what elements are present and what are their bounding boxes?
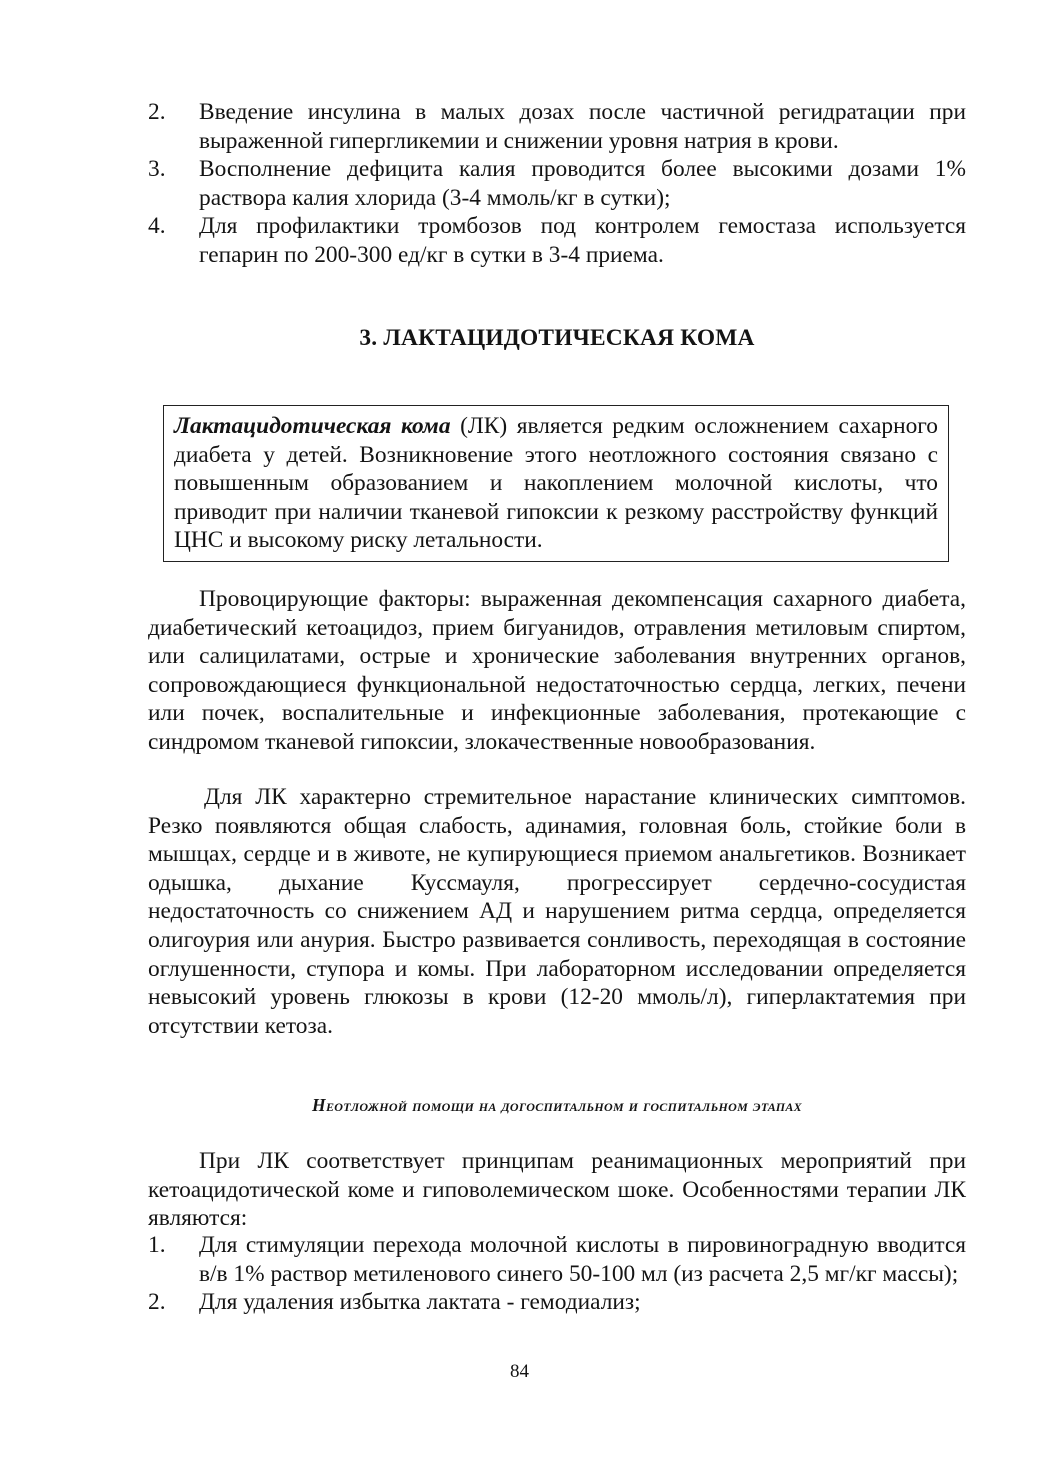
numbered-list-top xyxy=(148,98,966,270)
list-item-number: 1. xyxy=(148,1232,166,1258)
list-item-text: Восполнение дефицита калия проводится более высокими дозами 1% раствора калия хлорида (3-4 ммоль/кг в сутки); xyxy=(199,156,966,211)
page-number: 84 xyxy=(510,1361,529,1382)
list-item xyxy=(148,1288,966,1317)
paragraph-symptoms: Для ЛК характерно стремительное нарастание клинических симптомов. Резко появляются общая слабость, адинамия, головная боль, стойкие боли в мышцах, сердце и в животе, не купирующиеся приемом анальгетиков. Возникает одышка, дыхание Куссмауля, прогрессирует сердечно-сосудистая недостаточность со снижением АД и нарушением ритма сердца, определяется олигоурия или анурия. Быстро развивается сонливость, переходящая в состояние оглушенности, ступора и комы. При лабораторном исследовании определяется невысокий уровень глюкозы в крови (12-20 ммоль/л), гиперлактатемия при отсутствии кетоза. xyxy=(148,784,966,1039)
subheading-emergency-care: Неотложной помощи на догоспитальном и госпитальном этапах xyxy=(312,1095,802,1115)
definition-term: Лактацидотическая кома xyxy=(174,413,451,439)
list-item-text: Для профилактики тромбозов под контролем гемостаза используется гепарин по 200-300 ед/кг в сутки в 3-4 приема. xyxy=(199,213,966,268)
list-item-number: 3. xyxy=(148,156,166,183)
list-item-text: Для удаления избытка лактата - гемодиализ; xyxy=(199,1289,641,1316)
paragraph-provoking-factors: Провоцирующие факторы: выраженная декомпенсация сахарного диабета, диабетический кетоацидоз, прием бигуанидов, отравления метиловым спиртом, или салицилатами, острые и хронические заболевания внутренних органов, сопровождающиеся функциональной недостаточностью сердца, легких, печени или почек, воспалительные и инфекционные заболевания, протекающие с синдромом тканевой гипоксии, злокачественные новообразования. xyxy=(148,586,966,755)
list-item-text: Введение инсулина в малых дозах после частичной регидратации при выраженной гипергликемии и снижении уровня натрия в крови. xyxy=(199,99,966,154)
definition-text: (ЛК) является редким осложнением сахарного диабета у детей. Возникновение этого неотложного состояния связано с повышенным образованием и накоплением молочной кислоты, что приводит при наличии тканевой гипоксии к резкому расстройству функций ЦНС и высокому риску летальности. xyxy=(174,413,938,554)
list-item-number: 4. xyxy=(148,213,166,240)
list-item-text: Для стимуляции перехода молочной кислоты в пировиноградную вводится в/в 1% раствор метиленового синего 50-100 мл (из расчета 2,5 мг/кг массы); xyxy=(199,1232,966,1287)
list-item-number: 2. xyxy=(148,99,166,125)
list-item-number: 2. xyxy=(148,1289,166,1316)
list-item xyxy=(148,155,966,212)
definition-box xyxy=(163,405,949,562)
paragraph-therapy: При ЛК соответствует принципам реанимационных мероприятий при кетоацидотической коме и гиповолемическом шоке. Особенностями терапии ЛК являются: xyxy=(148,1148,966,1232)
list-item xyxy=(148,212,966,269)
list-item xyxy=(148,1231,966,1288)
section-heading: 3. ЛАКТАЦИДОТИЧЕСКАЯ КОМА xyxy=(359,325,755,351)
numbered-list-bottom xyxy=(148,1231,966,1317)
list-item xyxy=(148,98,966,155)
